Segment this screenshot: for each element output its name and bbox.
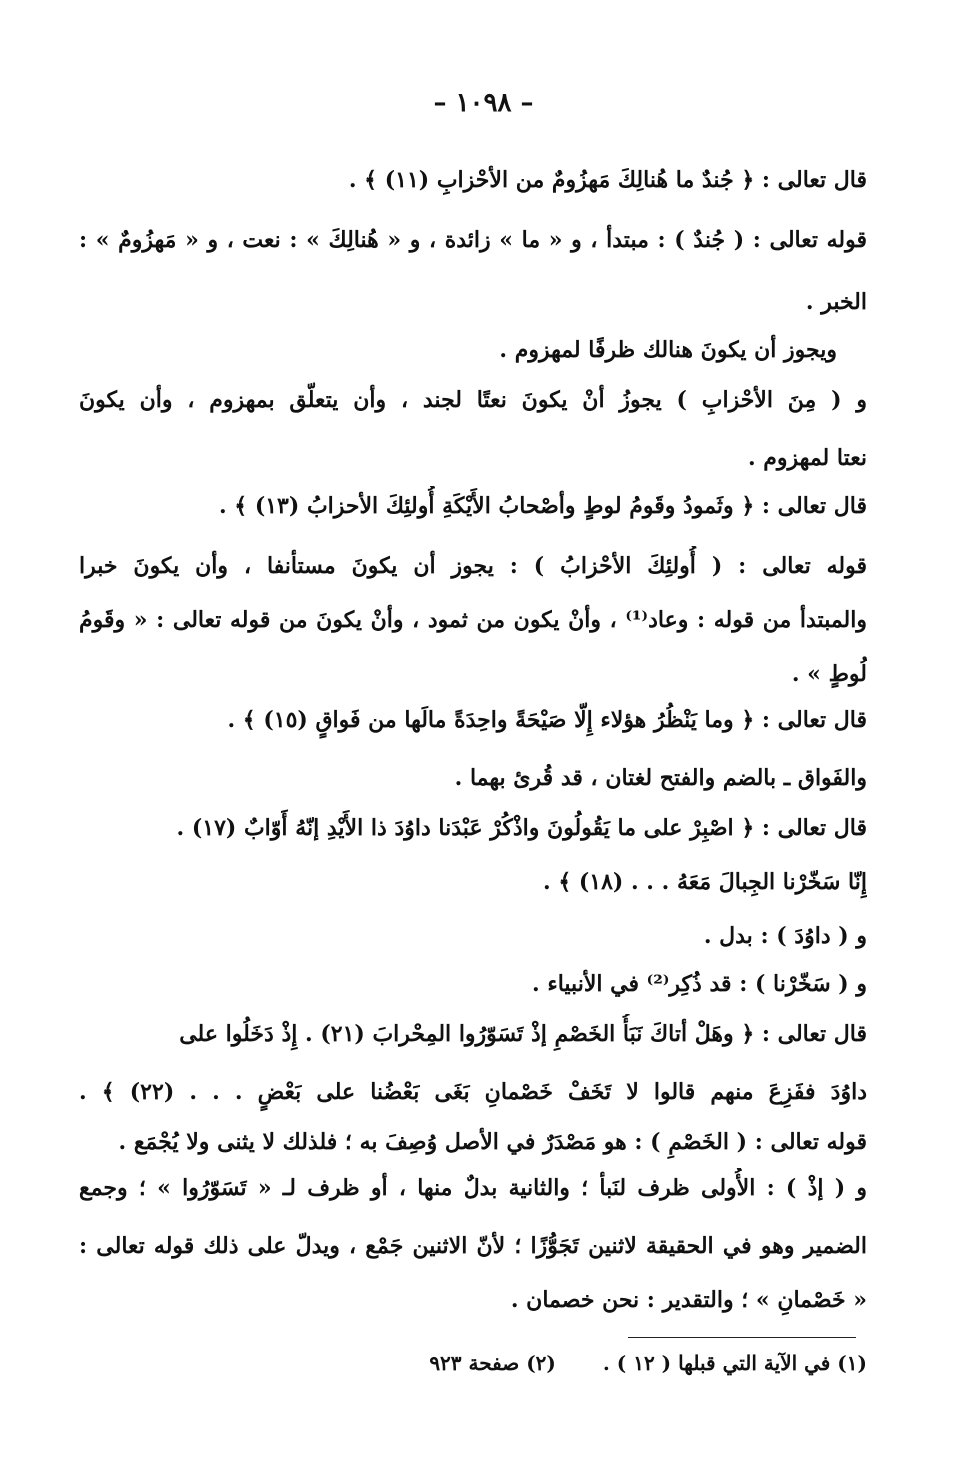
text-line: الضمير وهو في الحقيقة لاثنين تَجَوُّزًا ؛ لأنّ الاثنين جَمْع ، ويدلّ على ذلك قوله تعالى : bbox=[79, 1233, 867, 1259]
text-line: و ( سَخّرْنا ) : قد ذُكِر⁽²⁾ في الأنبياء . bbox=[532, 971, 867, 997]
text-line: و ( مِنَ الأحْزابِ ) يجوزُ أنْ يكونَ نعتًا لجند ، وأن يتعلّق بمهزوم ، وأن يكونَ bbox=[79, 387, 867, 413]
text-line: إِنّا سَخّرْنا الجِبالَ مَعَهُ . . . (١٨) ﴾ . bbox=[543, 869, 867, 895]
text-line: قال تعالى : ﴿ جُندٌ ما هُنالِكَ مَهزُومٌ من الأحْزابِ (١١) ﴾ . bbox=[348, 167, 867, 193]
text-line: و ( داوُدَ ) : بدل . bbox=[703, 923, 867, 949]
text-line: والمبتدأ من قوله : وعاد⁽¹⁾ ، وأنْ يكون من ثمود ، وأنْ يكونَ من قوله تعالى : « وقَومُ bbox=[79, 607, 867, 633]
text-line: داوُدَ ففَزِعَ منهم قالوا لا تَخَفْ خَصْمانِ بَغَى بَعْضُنا على بَعْضٍ . . . (٢٢) ﴾ . bbox=[79, 1079, 867, 1105]
footnotes bbox=[267, 1346, 867, 1380]
text-line: قوله تعالى : ( أُولئِكَ الأحْزابُ ) : يجوز أن يكونَ مستأنفا ، وأن يكونَ خبرا bbox=[79, 553, 867, 579]
text-line: الخبر . bbox=[805, 289, 867, 315]
footnote: (٢) صفحة ٩٢٣ bbox=[429, 1351, 556, 1375]
text-line: قوله تعالى : ( الخَصْمِ ) : هو مَصْدَرٌ في الأصل وُصِفَ به ؛ فلذلك لا يثنى ولا يُجْمَع . bbox=[118, 1129, 867, 1155]
footnote-separator bbox=[628, 1337, 856, 1338]
text-line: و ( إذْ ) : الأُولى ظرف لنَبأ ؛ والثانية بدلٌ منها ، أو ظرف لـ « تَسَوّرُوا » ؛ وجمع bbox=[79, 1175, 867, 1201]
text-line: لُوطٍ » . bbox=[791, 661, 867, 687]
text-line: قوله تعالى : ( جُندٌ ) : مبتدأ ، و « ما » زائدة ، و « هُنالِكَ » : نعت ، و « مَهزُومٌ » : bbox=[79, 227, 867, 253]
text-line: « خَصْمانِ » ؛ والتقدير : نحن خصمان . bbox=[510, 1287, 867, 1313]
text-line: قال تعالى : ﴿ وما يَنْظُرُ هؤلاء إِلّا صَيْحَةً واحِدَةً مالَها من فَواقٍ (١٥) ﴾ . bbox=[227, 707, 867, 733]
text-line: قال تعالى : ﴿ وهَلْ أتاكَ نَبَأُ الخَصْمِ إذْ تَسَوّرُوا المِحْرابَ (٢١) . إِذْ دَخَلُوا على bbox=[179, 1021, 867, 1047]
footnote: (١) في الآية التي قبلها ( ١٢ ) . bbox=[602, 1351, 867, 1375]
text-line: ويجوز أن يكونَ هنالك ظرفًا لمهزوم . bbox=[499, 337, 837, 363]
text-line: قال تعالى : ﴿ اصْبِرْ على ما يَقُولُونَ واذْكُرْ عَبْدَنا داوُدَ ذا الأَيْدِ إنّهُ أَوّابٌ (١٧) . bbox=[176, 815, 867, 841]
page-number: – ١٠٩٨ – bbox=[433, 88, 534, 118]
text-line: والفَواق ـ بالضم والفتح لغتان ، قد قُرئ بهما . bbox=[454, 765, 867, 791]
text-line: نعتا لمهزوم . bbox=[747, 445, 867, 471]
text-line: قال تعالى : ﴿ وثَمودُ وقَومُ لوطٍ وأصْحابُ الأَيْكَةِ أُولئِكَ الأحزابُ (١٣) ﴾ . bbox=[218, 493, 867, 519]
